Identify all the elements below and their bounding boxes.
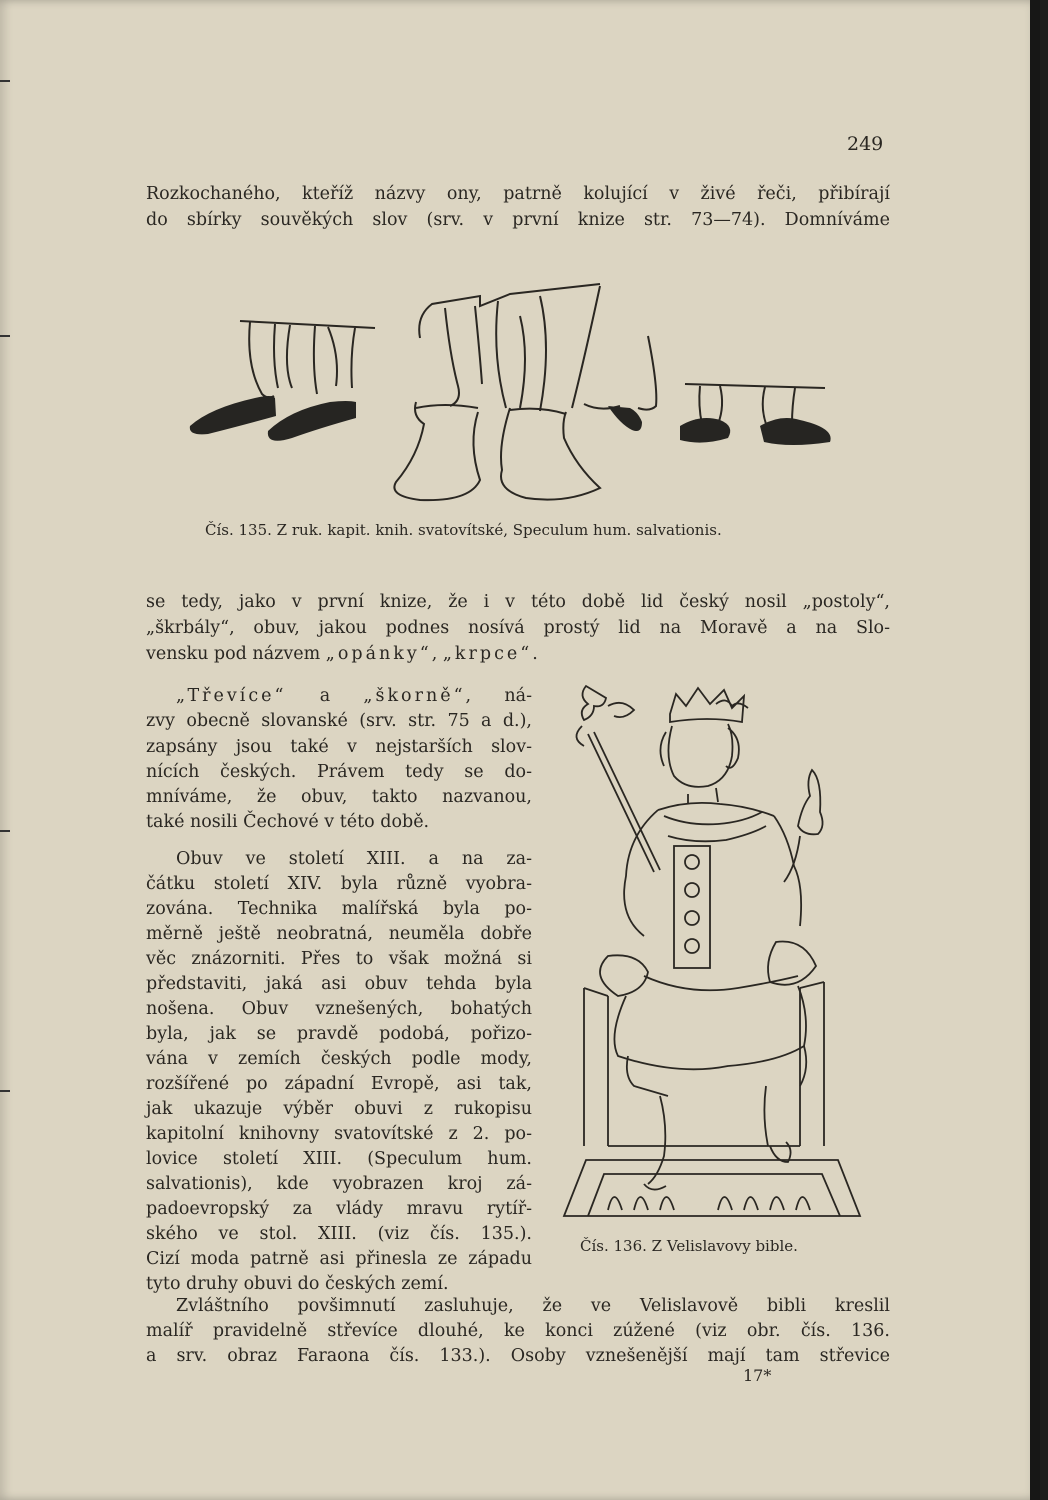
text-line: a srv. obraz Faraona čís. 133.). Osoby vznešenější mají tam střevice <box>146 1346 890 1366</box>
text-line: malíř pravidelně střevíce dlouhé, ke konci zúžené (viz obr. čís. 136. <box>146 1321 890 1341</box>
spaced-term: „krpce“ <box>442 644 533 664</box>
text-line: zapsány jsou také v nejstarších slov- <box>146 737 532 757</box>
text-line: zována. Technika malířská byla po- <box>146 899 532 919</box>
text-line: čátku století XIV. byla různě vyobra- <box>146 874 532 894</box>
text-line: věc znázorniti. Přes to však možná si <box>146 949 532 969</box>
text-line: ského ve stol. XIII. (viz čís. 135.). <box>146 1224 532 1244</box>
figure-136-caption: Čís. 136. Z Velislavovy bible. <box>580 1237 798 1255</box>
text-line: představiti, jaká asi obuv tehda byla <box>146 974 532 994</box>
text-line: padoevropský za vlády mravu rytíř- <box>146 1199 532 1219</box>
text-fragment: vensku pod názvem <box>146 644 326 664</box>
text-line: zvy obecně slovanské (srv. str. 75 a d.), <box>146 711 532 731</box>
spaced-term: „škorně“ <box>363 686 466 706</box>
text-fragment: , <box>431 644 443 664</box>
spaced-term: „Třevíce“ <box>176 686 287 706</box>
signature-mark: 17* <box>743 1366 772 1385</box>
text-line: vána v zemích českých podle mody, <box>146 1049 532 1069</box>
text-line: rozšířené po západní Evropě, asi tak, <box>146 1074 532 1094</box>
text-line: byla, jak se pravdě podobá, pořizo- <box>146 1024 532 1044</box>
text-line: mníváme, že obuv, takto nazvanou, <box>146 787 532 807</box>
text-line: salvationis), kde vyobrazen kroj zá- <box>146 1174 532 1194</box>
page-number: 249 <box>847 133 884 155</box>
text-line: „škrbály“, obuv, jakou podnes nosívá prostý lid na Moravě a na Slo- <box>146 618 890 638</box>
figure-136-king-icon <box>548 676 864 1221</box>
text-line <box>176 683 532 709</box>
text-line: do sbírky souvěkých slov (srv. v první knize str. 73—74). Domníváme <box>146 210 890 230</box>
text-line: měrně ještě neobratná, neuměla dobře <box>146 924 532 944</box>
margin-mark <box>0 1090 10 1092</box>
text-line: nošena. Obuv vznešených, bohatých <box>146 999 532 1019</box>
text-line: tyto druhy obuvi do českých zemí. <box>146 1274 449 1294</box>
margin-mark <box>0 830 10 832</box>
page-edge-shadow <box>1030 0 1040 1500</box>
text-line: Rozkochaného, kteříž názvy ony, patrně kolující v živé řeči, přibírají <box>146 184 890 204</box>
figure-135-shoes-icon <box>180 276 860 508</box>
figure-135-caption: Čís. 135. Z ruk. kapit. knih. svatovítské, Speculum hum. salvationis. <box>205 521 722 539</box>
text-line: nících českých. Právem tedy se do- <box>146 762 532 782</box>
text-fragment: . <box>532 644 538 664</box>
text-line: také nosili Čechové v této době. <box>146 812 430 832</box>
text-fragment: a <box>286 686 364 706</box>
text-line: se tedy, jako v první knize, že i v této době lid český nosil „postoly“, <box>146 592 890 612</box>
text-line: kapitolní knihovny svatovítské z 2. po- <box>146 1124 532 1144</box>
margin-mark <box>0 80 10 82</box>
text-fragment: , ná- <box>465 686 532 706</box>
text-line <box>146 641 538 667</box>
text-line: lovice století XIII. (Speculum hum. <box>146 1149 532 1169</box>
spaced-term: „opánky“ <box>325 644 432 664</box>
text-line: Obuv ve století XIII. a na za- <box>176 849 532 869</box>
text-line: jak ukazuje výběr obuvi z rukopisu <box>146 1099 532 1119</box>
text-line: Zvláštního povšimnutí zasluhuje, že ve Velislavově bibli kreslil <box>176 1296 890 1316</box>
text-line: Cizí moda patrně asi přinesla ze západu <box>146 1249 532 1269</box>
margin-mark <box>0 335 10 337</box>
